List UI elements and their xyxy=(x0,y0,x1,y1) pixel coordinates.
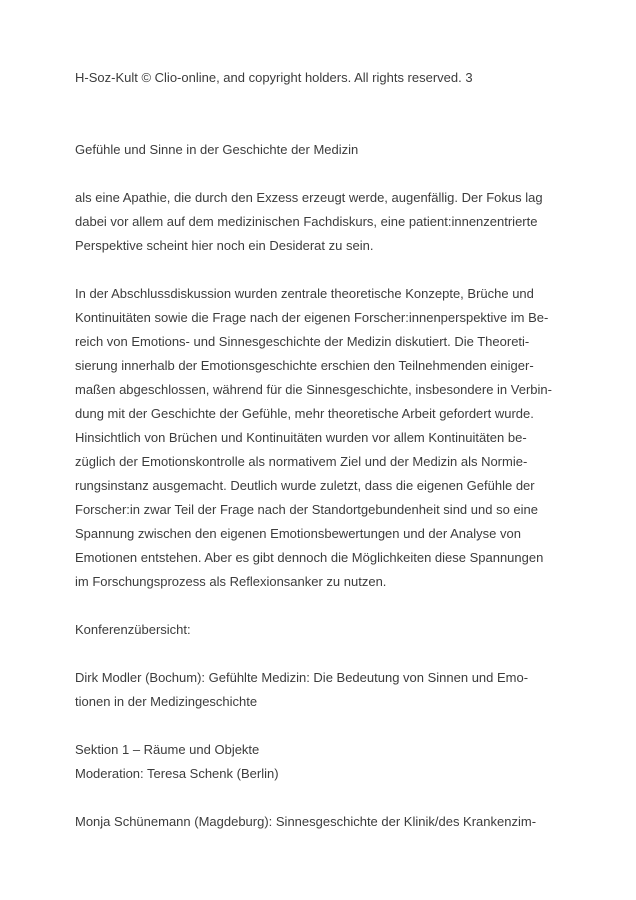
text-line: maßen abgeschlossen, während für die Sinnesgeschichte, insbesondere in Verbin- xyxy=(75,382,552,397)
text-line: Kontinuitäten sowie die Frage nach der eigenen Forscher:innenperspektive im Be- xyxy=(75,310,549,325)
text-line: sierung innerhalb der Emotionsgeschichte erschien den Teilnehmenden einiger- xyxy=(75,358,534,373)
text-line: Sektion 1 – Räume und Objekte xyxy=(75,742,260,757)
keynote-entry xyxy=(75,666,567,714)
text-line: Hinsichtlich von Brüchen und Kontinuitäten wurden vor allem Kontinuitäten be- xyxy=(75,430,527,445)
text-line: züglich der Emotionskontrolle als normativem Ziel und der Medizin als Normie- xyxy=(75,454,528,469)
text-line: Emotionen entstehen. Aber es gibt dennoch die Möglichkeiten diese Spannungen xyxy=(75,550,544,565)
text-line: rungsinstanz ausgemacht. Deutlich wurde zuletzt, dass die eigenen Gefühle der xyxy=(75,478,535,493)
running-header: H-Soz-Kult © Clio-online, and copyright holders. All rights reserved. 3 xyxy=(75,70,473,85)
text-content xyxy=(75,66,567,834)
text-line: dung mit der Geschichte der Gefühle, mehr theoretische Arbeit gefordert wurde. xyxy=(75,406,534,421)
text-line: tionen in der Medizingeschichte xyxy=(75,694,258,709)
text-line: reich von Emotions- und Sinnesgeschichte der Medizin diskutiert. Die Theoreti- xyxy=(75,334,530,349)
paragraph-apathie xyxy=(75,186,567,258)
section-1-heading xyxy=(75,738,567,786)
text-line: In der Abschlussdiskussion wurden zentrale theoretische Konzepte, Brüche und xyxy=(75,286,534,301)
text-line: Monja Schünemann (Magdeburg): Sinnesgeschichte der Klinik/des Krankenzim- xyxy=(75,814,537,829)
text-line: Perspektive scheint hier noch ein Desiderat zu sein. xyxy=(75,238,374,253)
text-line: Moderation: Teresa Schenk (Berlin) xyxy=(75,766,279,781)
talk-entry-schuenemann xyxy=(75,810,567,834)
conference-overview-heading xyxy=(75,618,567,642)
text-line: dabei vor allem auf dem medizinischen Fachdiskurs, eine patient:innenzentrierte xyxy=(75,214,538,229)
text-line: als eine Apathie, die durch den Exzess erzeugt werde, augenfällig. Der Fokus lag xyxy=(75,190,543,205)
text-line: im Forschungsprozess als Reflexionsanker zu nutzen. xyxy=(75,574,387,589)
document-title: Gefühle und Sinne in der Geschichte der Medizin xyxy=(75,142,359,157)
text-line: Dirk Modler (Bochum): Gefühlte Medizin: Die Bedeutung von Sinnen und Emo- xyxy=(75,670,529,685)
text-line: Forscher:in zwar Teil der Frage nach der Standortgebundenheit sind und so eine xyxy=(75,502,538,517)
text-line: Spannung zwischen den eigenen Emotionsbewertungen und der Analyse von xyxy=(75,526,521,541)
paragraph-abschlussdiskussion xyxy=(75,282,567,594)
text-line: Konferenzübersicht: xyxy=(75,622,191,637)
